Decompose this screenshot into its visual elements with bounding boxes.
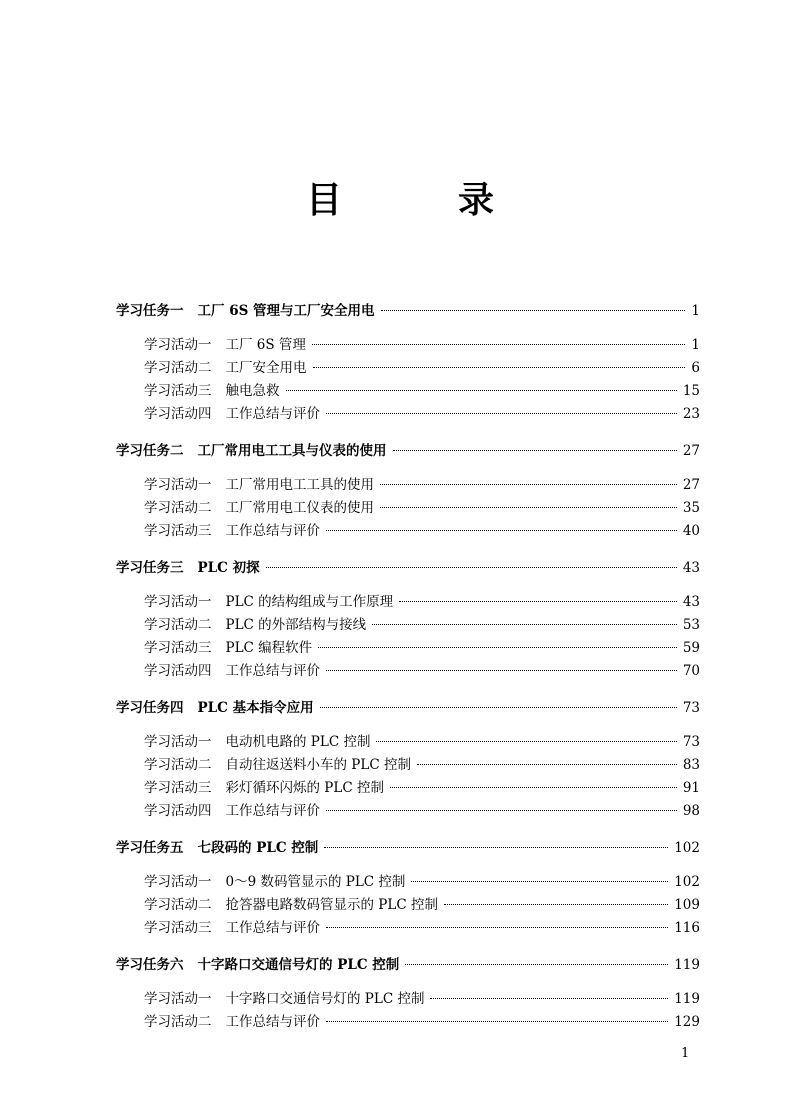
- task-title: PLC 基本指令应用: [197, 700, 314, 716]
- toc-task: [116, 837, 700, 940]
- toc-activity-entry[interactable]: [116, 380, 700, 403]
- toc-activity-entry[interactable]: [116, 637, 700, 660]
- dot-leader: [411, 881, 668, 882]
- activity-title: PLC 编程软件: [225, 640, 313, 656]
- page-number: 98: [682, 803, 700, 819]
- activity-label: 学习活动四: [144, 803, 212, 819]
- activity-title: 自动往返送料小车的 PLC 控制: [225, 757, 411, 773]
- page-number: 6: [691, 360, 700, 376]
- page-number: 102: [674, 874, 700, 890]
- dot-leader: [312, 344, 685, 345]
- activity-label: 学习活动二: [144, 500, 212, 516]
- dot-leader: [266, 567, 677, 568]
- toc-task-entry[interactable]: [116, 837, 700, 860]
- activity-title: 工厂 6S 管理: [225, 337, 306, 353]
- dot-leader: [417, 764, 677, 765]
- toc-activity-entry[interactable]: [116, 497, 700, 520]
- dot-leader: [380, 484, 677, 485]
- page-number: 23: [682, 406, 700, 422]
- toc-activity-entry[interactable]: [116, 731, 700, 754]
- task-label: 学习任务一: [116, 303, 184, 319]
- page-number: 15: [682, 383, 700, 399]
- page-number: 129: [674, 1014, 700, 1030]
- dot-leader: [324, 847, 668, 848]
- page-title: 目 录: [305, 179, 534, 221]
- dot-leader: [326, 1021, 668, 1022]
- task-title: 工厂常用电工工具与仪表的使用: [197, 443, 387, 459]
- dot-leader: [444, 904, 668, 905]
- dot-leader: [286, 390, 677, 391]
- activity-title: 0～9 数码管显示的 PLC 控制: [225, 874, 406, 890]
- toc-task-entry[interactable]: [116, 440, 700, 463]
- toc-activity-entry[interactable]: [116, 1011, 700, 1034]
- page-number: 91: [682, 780, 700, 796]
- activity-title: 工作总结与评价: [225, 523, 320, 539]
- activity-title: PLC 的外部结构与接线: [225, 617, 367, 633]
- dot-leader: [430, 998, 668, 999]
- activity-label: 学习活动一: [144, 874, 212, 890]
- task-title: PLC 初探: [197, 560, 260, 576]
- page-number: 27: [682, 443, 700, 459]
- page-number: 59: [682, 640, 700, 656]
- page-number: 43: [682, 560, 700, 576]
- task-label: 学习任务五: [116, 840, 184, 856]
- activity-title: 工厂常用电工仪表的使用: [225, 500, 374, 516]
- activity-label: 学习活动三: [144, 383, 212, 399]
- activity-label: 学习活动三: [144, 780, 212, 796]
- activity-label: 学习活动一: [144, 594, 212, 610]
- page-number: 35: [682, 500, 700, 516]
- toc-activity-entry[interactable]: [116, 871, 700, 894]
- activity-label: 学习活动二: [144, 1014, 212, 1030]
- toc-activity-entry[interactable]: [116, 614, 700, 637]
- dot-leader: [381, 310, 686, 311]
- dot-leader: [405, 964, 668, 965]
- activity-label: 学习活动三: [144, 523, 212, 539]
- toc-activity-entry[interactable]: [116, 800, 700, 823]
- dot-leader: [380, 507, 677, 508]
- task-label: 学习任务六: [116, 957, 184, 973]
- toc-task-entry[interactable]: [116, 954, 700, 977]
- activity-title: 工厂安全用电: [225, 360, 307, 376]
- dot-leader: [376, 741, 676, 742]
- toc-activity-entry[interactable]: [116, 334, 700, 357]
- toc-activity-entry[interactable]: [116, 754, 700, 777]
- activity-label: 学习活动二: [144, 360, 212, 376]
- activity-label: 学习活动二: [144, 757, 212, 773]
- activity-title: 电动机电路的 PLC 控制: [225, 734, 371, 750]
- toc-task: [116, 557, 700, 683]
- toc-activity-entry[interactable]: [116, 917, 700, 940]
- page-number: 1: [691, 303, 700, 319]
- page-number: 40: [682, 523, 700, 539]
- activity-label: 学习活动一: [144, 477, 212, 493]
- dot-leader: [399, 601, 677, 602]
- task-label: 学习任务四: [116, 700, 184, 716]
- toc-task-entry[interactable]: [116, 557, 700, 580]
- dot-leader: [372, 624, 677, 625]
- activity-title: 工作总结与评价: [225, 803, 320, 819]
- page-number: 53: [682, 617, 700, 633]
- activity-title: 彩灯循环闪烁的 PLC 控制: [225, 780, 384, 796]
- dot-leader: [326, 670, 677, 671]
- toc-activity-entry[interactable]: [116, 357, 700, 380]
- toc-task: [116, 300, 700, 426]
- table-of-contents: [116, 300, 700, 1048]
- dot-leader: [326, 413, 677, 414]
- activity-title: 触电急救: [225, 383, 280, 399]
- toc-task-entry[interactable]: [116, 300, 700, 323]
- activity-title: 抢答器电路数码管显示的 PLC 控制: [225, 897, 438, 913]
- activity-title: 工作总结与评价: [225, 920, 320, 936]
- toc-task: [116, 697, 700, 823]
- task-title: 十字路口交通信号灯的 PLC 控制: [197, 957, 400, 973]
- activity-label: 学习活动一: [144, 991, 212, 1007]
- page-number: 70: [682, 663, 700, 679]
- dot-leader: [320, 707, 677, 708]
- page-folio: 1: [681, 1046, 690, 1061]
- task-title: 工厂 6S 管理与工厂安全用电: [197, 303, 375, 319]
- toc-activity-entry[interactable]: [116, 403, 700, 426]
- page-number: 109: [674, 897, 700, 913]
- page-number: 119: [674, 991, 700, 1007]
- page-number: 73: [682, 734, 700, 750]
- toc-activity-entry[interactable]: [116, 988, 700, 1011]
- page-number: 43: [682, 594, 700, 610]
- activity-title: 工作总结与评价: [225, 663, 320, 679]
- toc-activity-entry[interactable]: [116, 777, 700, 800]
- dot-leader: [390, 787, 677, 788]
- page-number: 1: [691, 337, 700, 353]
- activity-label: 学习活动四: [144, 406, 212, 422]
- activity-label: 学习活动三: [144, 920, 212, 936]
- toc-activity-entry[interactable]: [116, 474, 700, 497]
- page-number: 119: [674, 957, 700, 973]
- activity-title: 工作总结与评价: [225, 1014, 320, 1030]
- activity-title: PLC 的结构组成与工作原理: [225, 594, 394, 610]
- activity-label: 学习活动二: [144, 617, 212, 633]
- task-label: 学习任务二: [116, 443, 184, 459]
- page-number: 73: [682, 700, 700, 716]
- activity-title: 工厂常用电工工具的使用: [225, 477, 374, 493]
- task-title: 七段码的 PLC 控制: [197, 840, 319, 856]
- activity-title: 十字路口交通信号灯的 PLC 控制: [225, 991, 425, 1007]
- toc-activity-entry[interactable]: [116, 591, 700, 614]
- dot-leader: [326, 927, 668, 928]
- activity-label: 学习活动一: [144, 337, 212, 353]
- dot-leader: [326, 810, 677, 811]
- toc-task: [116, 440, 700, 543]
- toc-task-entry[interactable]: [116, 697, 700, 720]
- activity-label: 学习活动四: [144, 663, 212, 679]
- activity-title: 工作总结与评价: [225, 406, 320, 422]
- dot-leader: [318, 647, 677, 648]
- dot-leader: [326, 530, 677, 531]
- task-label: 学习任务三: [116, 560, 184, 576]
- page-number: 27: [682, 477, 700, 493]
- activity-label: 学习活动二: [144, 897, 212, 913]
- dot-leader: [313, 367, 686, 368]
- toc-activity-entry[interactable]: [116, 894, 700, 917]
- toc-activity-entry[interactable]: [116, 660, 700, 683]
- toc-task: [116, 954, 700, 1034]
- page-number: 102: [674, 840, 700, 856]
- page-number: 83: [682, 757, 700, 773]
- page-number: 116: [674, 920, 700, 936]
- activity-label: 学习活动一: [144, 734, 212, 750]
- dot-leader: [393, 450, 677, 451]
- toc-activity-entry[interactable]: [116, 520, 700, 543]
- activity-label: 学习活动三: [144, 640, 212, 656]
